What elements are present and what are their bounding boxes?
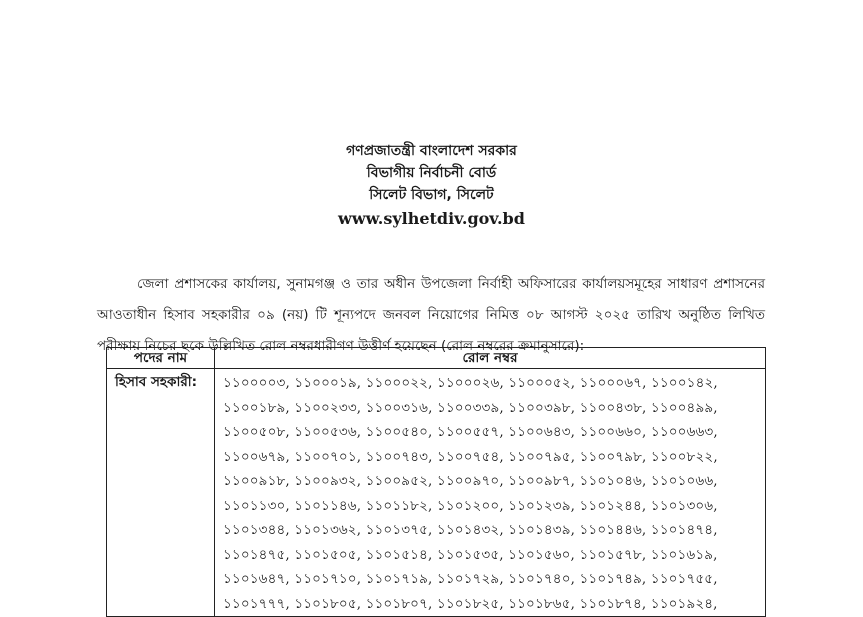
roll-number-line: ১১০০০০৩, ১১০০০১৯, ১১০০০২২, ১১০০০২৬, ১১০০০৫২, ১১০০০৬৭, ১১০০১৪২,: [223, 375, 718, 391]
board-title: বিভাগীয় নির্বাচনী বোর্ড: [366, 165, 497, 181]
post-name-cell: হিসাব সহকারী:: [107, 369, 215, 617]
roll-number-line: ১১০১৬৪৭, ১১০১৭১০, ১১০১৭১৯, ১১০১৭২৯, ১১০১৭৪০, ১১০১৭৪৯, ১১০১৭৫৫,: [223, 571, 718, 587]
roll-number-line: ১১০০৬৭৯, ১১০০৭০১, ১১০০৭৪৩, ১১০০৭৫৪, ১১০০৭৯৫, ১১০০৭৯৮, ১১০০৮২২,: [223, 448, 718, 465]
roll-number-line: ১১০০৯১৮, ১১০০৯৩২, ১১০০৯৫২, ১১০০৯৭০, ১১০০৯৮৭, ১১০১০৪৬, ১১০১০৬৬,: [223, 473, 718, 489]
roll-number-line: ১১০১৪৭৫, ১১০১৫০৫, ১১০১৫১৪, ১১০১৫৩৫, ১১০১৫৬০, ১১০১৫৭৮, ১১০১৬১৯,: [223, 546, 718, 563]
results-table: [106, 347, 766, 617]
division-title: সিলেট বিভাগ, সিলেট: [369, 187, 494, 203]
document-header: [0, 140, 863, 231]
roll-number-line: ১১০০৫০৮, ১১০০৫৩৬, ১১০০৫৪০, ১১০০৫৫৭, ১১০০৬৪৩, ১১০০৬৬০, ১১০০৬৬৩,: [223, 424, 718, 440]
post-name-header: পদের নাম: [107, 348, 215, 369]
results-table-container: [106, 347, 766, 617]
roll-number-line: ১১০১১৩০, ১১০১১৪৬, ১১০১১৮২, ১১০১২০০, ১১০১২৩৯, ১১০১২৪৪, ১১০১৩০৬,: [223, 497, 718, 514]
website-url: www.sylhetdiv.gov.bd: [338, 209, 525, 228]
notice-paragraph: জেলা প্রশাসকের কার্যালয়, সুনামগঞ্জ ও তার অধীন উপজেলা নির্বাহী অফিসারের কার্যালয়সমূহের সাধারণ প্রশাসনের আওতাধীন হিসাব সহকারীর ০৯ (নয়) টি শূন্যপদে জনবল নিয়োগের নিমিত্ত ০৮ আগস্ট ২০২৫ তারিখ অনুষ্ঠিত লিখিত পরীক্ষায় নিচের ছকে উল্লিখিত রোল নম্বরধারীগণ উত্তীর্ণ হয়েছেন (রোল নম্বরের ক্রমানুসারে):: [97, 275, 765, 354]
roll-number-line: ১১০০১৮৯, ১১০০২৩৩, ১১০০৩১৬, ১১০০৩৩৯, ১১০০৩৯৮, ১১০০৪৩৮, ১১০০৪৯৯,: [223, 399, 718, 416]
roll-number-header: রোল নম্বর: [215, 348, 766, 369]
roll-numbers-cell: [215, 369, 766, 617]
table-row: [107, 369, 766, 617]
roll-number-line: ১১০১৩৪৪, ১১০১৩৬২, ১১০১৩৭৫, ১১০১৪৩২, ১১০১৪৩৯, ১১০১৪৪৬, ১১০১৪৭৪,: [223, 522, 718, 538]
table-header-row: [107, 348, 766, 369]
roll-number-line: ১১০১৭৭৭, ১১০১৮০৫, ১১০১৮০৭, ১১০১৮২৫, ১১০১৮৬৫, ১১০১৮৭৪, ১১০১৯২৪,: [223, 595, 718, 612]
government-title: গণপ্রজাতন্ত্রী বাংলাদেশ সরকার: [346, 143, 517, 159]
